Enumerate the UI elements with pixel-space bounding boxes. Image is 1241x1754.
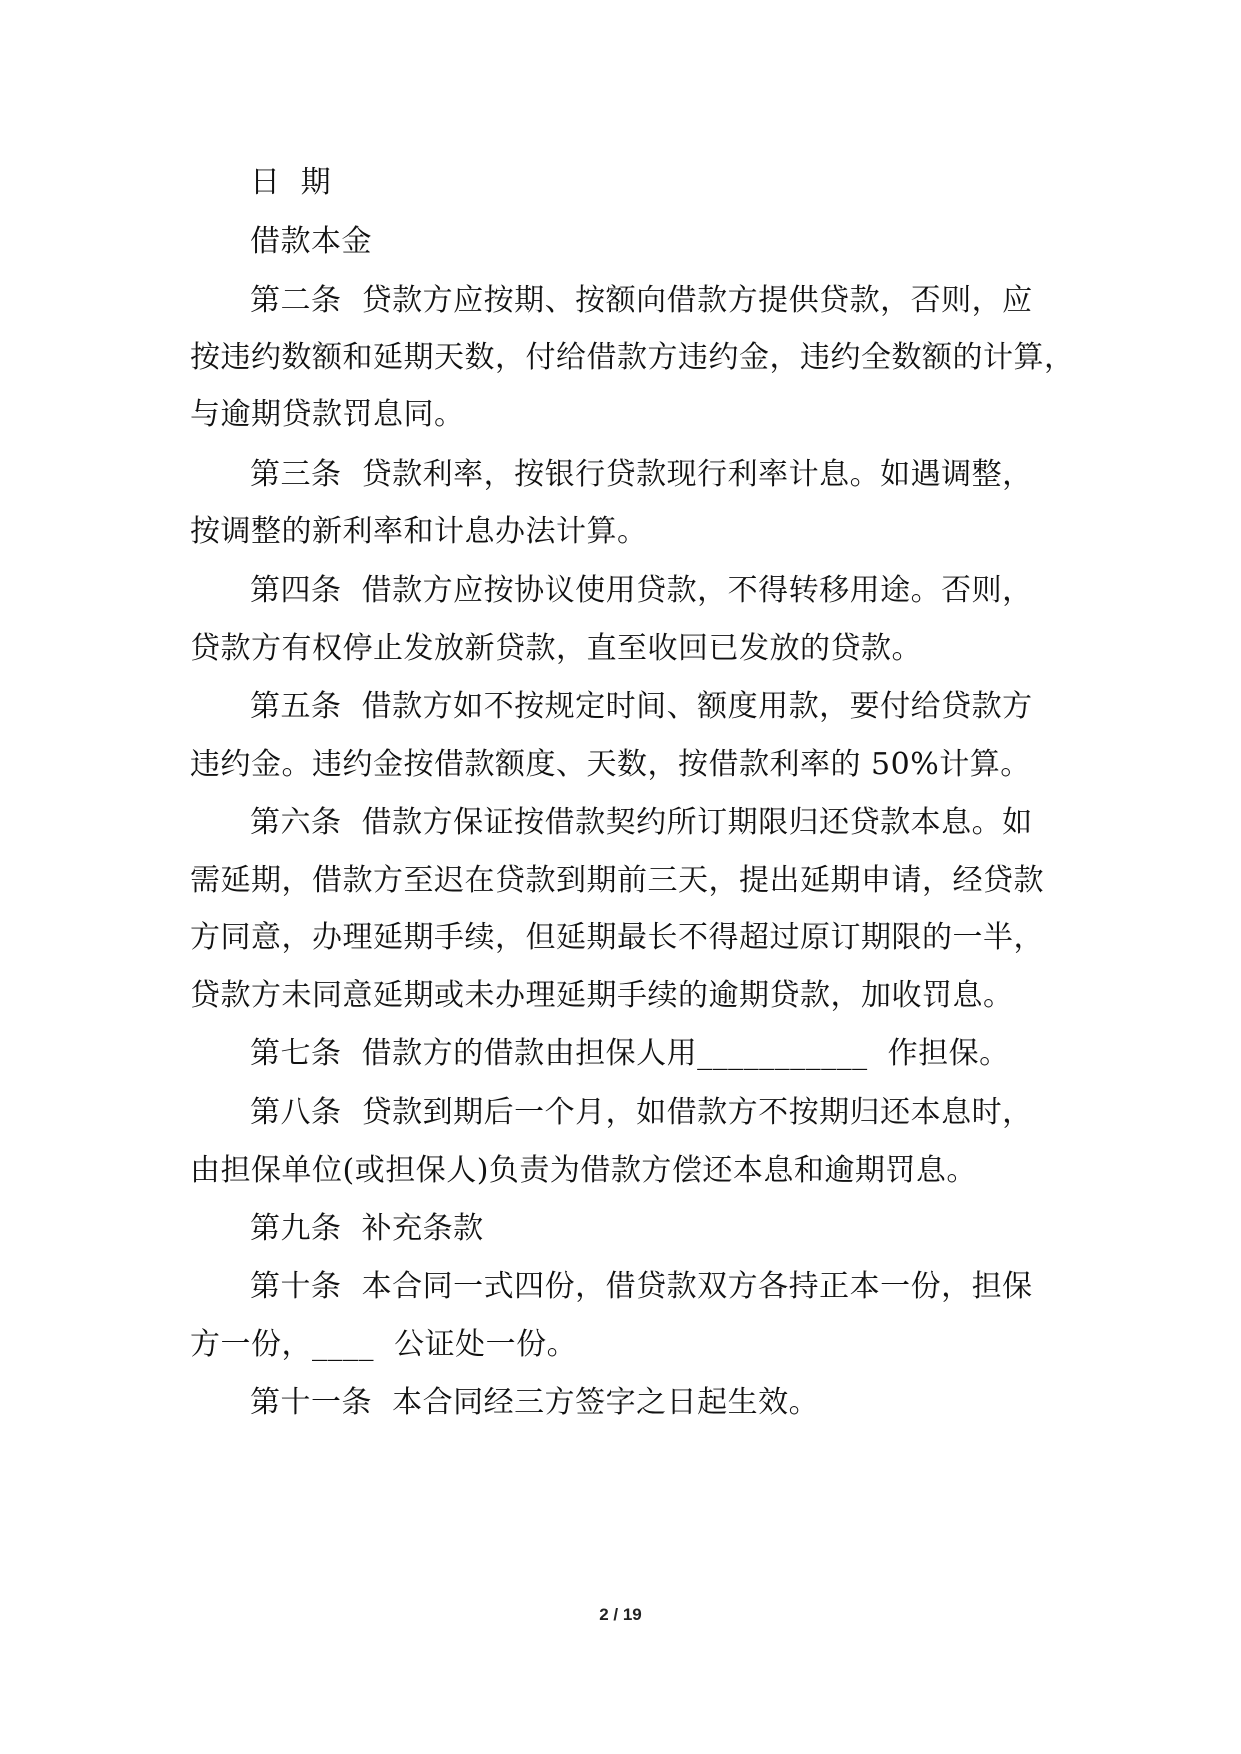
page-number: 2 / 19 <box>599 1605 642 1624</box>
article-2-line-3: 与逾期贷款罚息同。 <box>190 397 465 432</box>
article-8-line-2: 由担保单位(或担保人)负责为借款方偿还本息和逾期罚息。 <box>190 1153 977 1188</box>
article-3-line-1: 第三条 贷款利率，按银行贷款现行利率计息。如遇调整， <box>250 457 1033 492</box>
article-10-line-2: 方一份，____ 公证处一份。 <box>190 1327 578 1362</box>
article-6-line-2: 需延期，借款方至迟在贷款到期前三天，提出延期申请，经贷款 <box>190 863 1044 898</box>
article-6-line-4: 贷款方未同意延期或未办理延期手续的逾期贷款，加收罚息。 <box>190 978 1014 1013</box>
article-2-line-2: 按违约数额和延期天数，付给借款方违约金，违约全数额的计算， <box>190 340 1075 375</box>
article-5-line-1: 第五条 借款方如不按规定时间、额度用款，要付给贷款方 <box>250 689 1033 724</box>
article-3-line-2: 按调整的新利率和计息办法计算。 <box>190 514 648 549</box>
article-5-line-2: 违约金。违约金按借款额度、天数，按借款利率的 50%计算。 <box>190 747 1031 782</box>
loan-principal-heading: 借款本金 <box>250 224 372 259</box>
article-10-line-1: 第十条 本合同一式四份，借贷款双方各持正本一份，担保 <box>250 1269 1033 1304</box>
article-6-line-1: 第六条 借款方保证按借款契约所订期限归还贷款本息。如 <box>250 805 1033 840</box>
article-6-line-3: 方同意，办理延期手续，但延期最长不得超过原订期限的一半， <box>190 920 1044 955</box>
article-4-line-1: 第四条 借款方应按协议使用贷款，不得转移用途。否则， <box>250 573 1033 608</box>
date-heading: 日 期 <box>250 165 332 200</box>
article-11-line-1: 第十一条 本合同经三方签字之日起生效。 <box>250 1385 820 1420</box>
article-8-line-1: 第八条 贷款到期后一个月，如借款方不按期归还本息时， <box>250 1095 1033 1130</box>
article-2-line-1: 第二条 贷款方应按期、按额向借款方提供贷款，否则，应 <box>250 283 1033 318</box>
article-4-line-2: 贷款方有权停止发放新贷款，直至收回已发放的贷款。 <box>190 631 922 666</box>
article-7-line-1: 第七条 借款方的借款由担保人用___________ 作担保。 <box>250 1036 1010 1071</box>
article-9-line-1: 第九条 补充条款 <box>250 1211 484 1246</box>
